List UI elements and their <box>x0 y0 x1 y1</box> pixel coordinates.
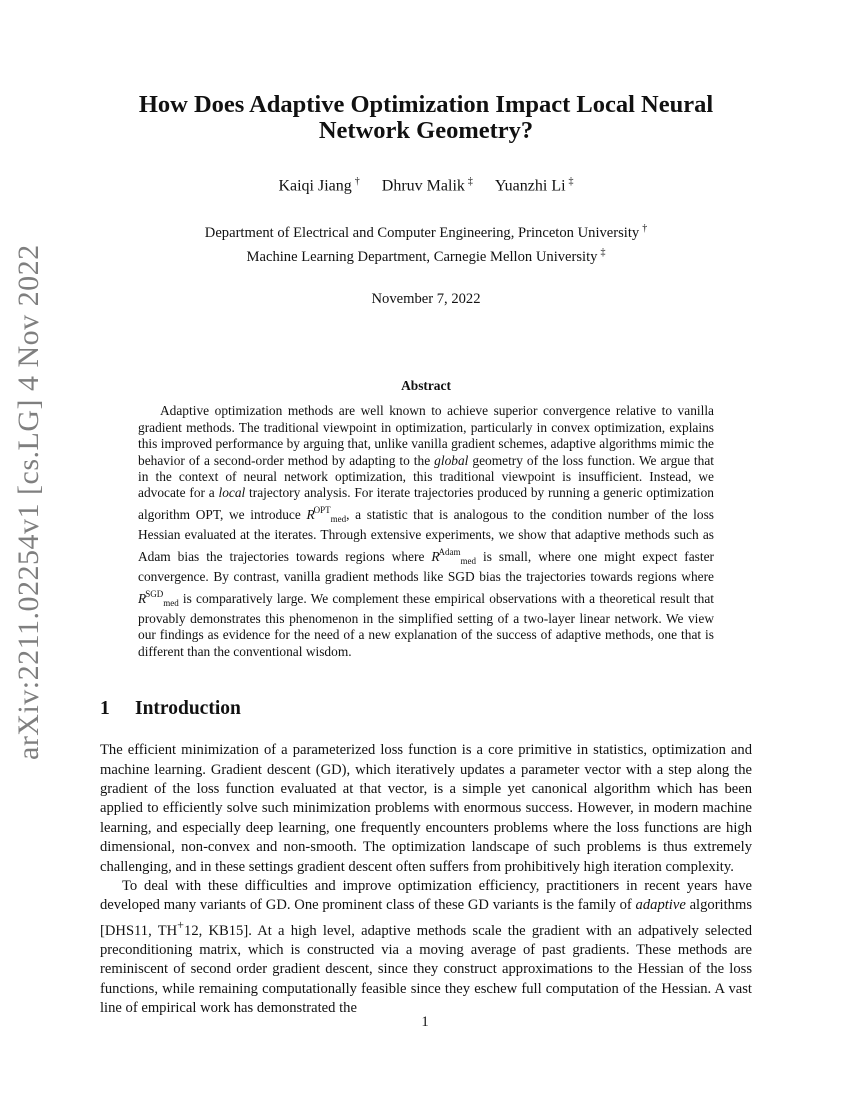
affiliation-list <box>100 219 752 267</box>
paper-page <box>100 92 752 1019</box>
author: Kaiqi Jiang † <box>278 176 360 195</box>
page-number: 1 <box>421 1014 429 1030</box>
author: Dhruv Malik ‡ <box>381 176 473 195</box>
section-title: Introduction <box>135 698 241 720</box>
section-number: 1 <box>100 698 110 720</box>
abstract-text: Adaptive optimization methods are well known to achieve superior convergence relative to vanilla gradient methods. The traditional viewpoint in optimization, particularly in convex optimization, explains this improved performance by arguing that, unlike vanilla gradient schemes, adaptive algorithms mimic the behavior of a second-order method by adapting to the global geometry of the loss function. We argue that in the context of neural network optimization, this traditional viewpoint is insufficient. Instead, we advocate for a local trajectory analysis. For iterate trajectories produced by running a generic optimization algorithm OPT, we introduce $R^{OPT}_{med}$, a statistic that is analogous to the condition number of the loss Hessian evaluated at the iterates. Through extensive experiments, we show that adaptive methods such as Adam bias the trajectories towards regions where $R^{Adam}_{med}$ is small, where one might expect faster convergence. By contrast, vanilla gradient methods like SGD bias the trajectories towards regions where $R^{SGD}_{med}$ is comparatively large. We complement these empirical observations with a theoretical result that provably demonstrates this phenomenon in the simplified setting of a two-layer linear network. We view our findings as evidence for the need of a new explanation of the success of adaptive methods, one that is different than the conventional wisdom. <box>138 403 714 659</box>
abstract-heading: Abstract <box>401 378 451 394</box>
section-heading <box>100 698 752 720</box>
paragraph: To deal with these difficulties and improve optimization efficiency, practitioners in recent years have developed many variants of GD. One prominent class of these GD variants is the family of adaptive algorithms [DHS11, TH+12, KB15]. At a high level, adaptive methods scale the gradient with an adpatively selected preconditioning matrix, which is constructed via a moving average of past gradients. These methods are reminiscent of second order gradient descent, since they construct approximations to the Hessian of the loss functions, while remaining computationally feasible since they eschew full computation of the Hessian. A vast line of empirical work has demonstrated the <box>100 877 752 1017</box>
r-med-sgd-symbol: $R^{SGD}_{med}$ <box>138 588 179 608</box>
r-med-opt-symbol: $R^{OPT}_{med}$ <box>306 504 347 524</box>
r-med-adam-symbol: $R^{Adam}_{med}$ <box>431 546 477 566</box>
paragraph: The efficient minimization of a parameterized loss function is a core primitive in statistics, optimization and machine learning. Gradient descent (GD), which iteratively updates a parameter vector with a step along the gradient of the loss function evaluated at that vector, is a simple yet canonical algorithm which has been applied to efficiently solve such minimization problems with enormous success. However, in modern machine learning, and especially deep learning, one frequently encounters problems where the loss functions are high dimensional, non-convex and non-smooth. The optimization landscape of such problems is thus extremely challenging, and in these settings gradient descent often suffers from prohibitively high iteration complexity. <box>100 742 752 875</box>
abstract <box>138 378 714 660</box>
author: Yuanzhi Li ‡ <box>494 176 574 195</box>
affiliation: Machine Learning Department, Carnegie Mellon University ‡ <box>246 247 606 266</box>
arxiv-identifier: arXiv:2211.02254v1 [cs.LG] 4 Nov 2022 <box>12 244 45 760</box>
paper-title: How Does Adaptive Optimization Impact Local Neural Network Geometry? <box>138 91 714 144</box>
introduction-body <box>100 741 752 1019</box>
author-list <box>100 176 752 195</box>
affiliation: Department of Electrical and Computer Engineering, Princeton University † <box>204 223 648 242</box>
paper-date: November 7, 2022 <box>371 291 481 308</box>
